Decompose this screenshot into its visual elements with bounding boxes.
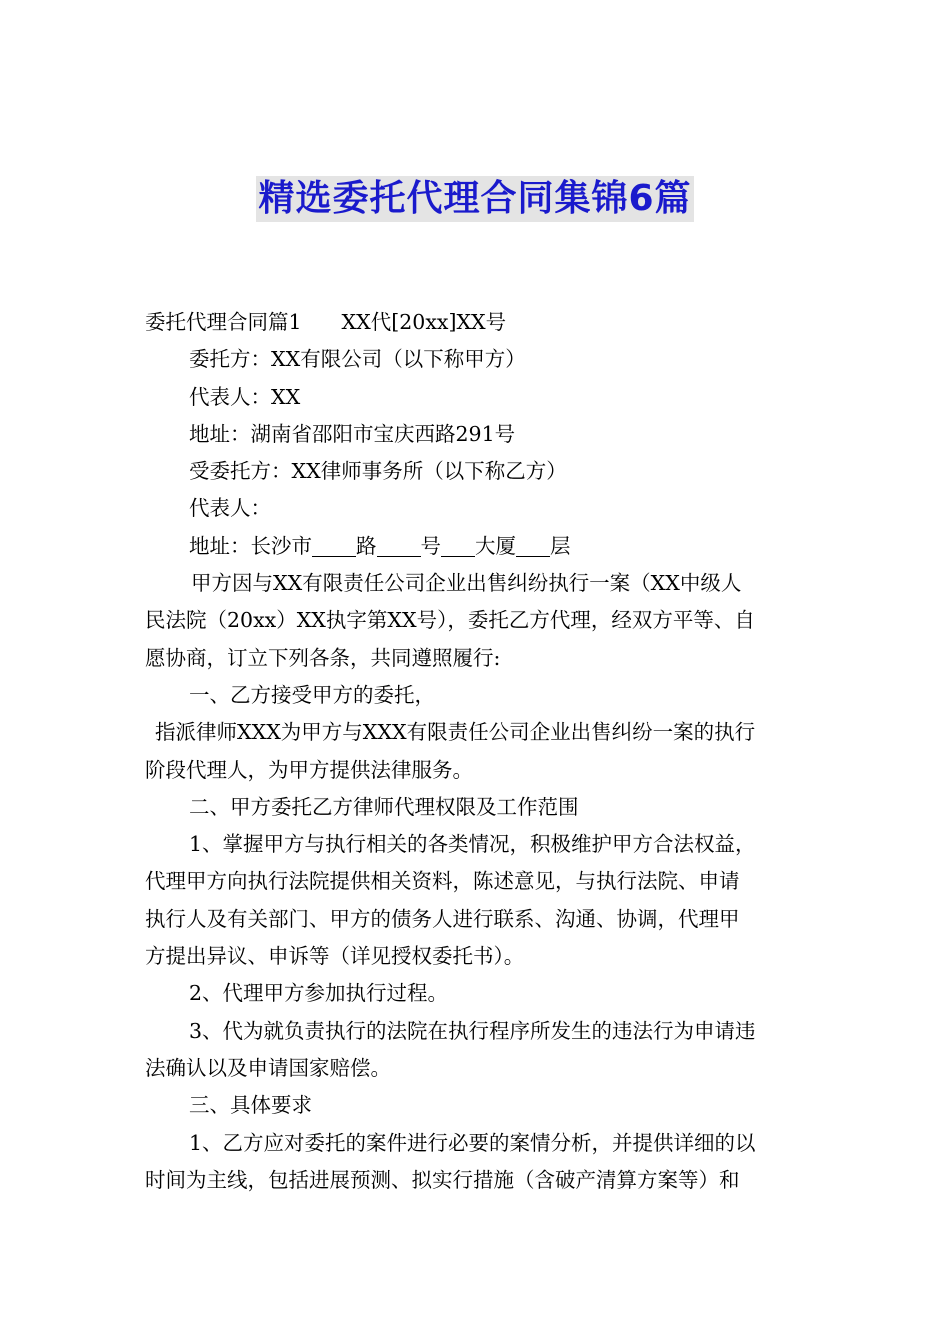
section1-line-2: 阶段代理人，为甲方提供法律服务。 — [145, 757, 473, 782]
building-label: 大厦 — [475, 533, 516, 558]
contract-heading: 委托代理合同篇1 — [145, 310, 302, 334]
section2-item1-line-4: 方提出异议、申诉等（详见授权委托书）。 — [145, 944, 525, 969]
title-container — [0, 176, 950, 222]
section2-item2: 2、代理甲方参加执行过程。 — [189, 981, 449, 1006]
contract-number: XX代[20xx]XX号 — [341, 310, 507, 334]
road-label: 路 — [356, 533, 377, 558]
document-body — [145, 304, 809, 1199]
principal-line: 委托方：XX有限公司（以下称甲方） — [189, 347, 526, 372]
document-title: 精选委托代理合同集锦6篇 — [256, 176, 693, 222]
section3-item1-line-1: 1、乙方应对委托的案件进行必要的案情分析，并提供详细的以 — [189, 1130, 756, 1155]
section3-item1-line-2: 时间为主线，包括进展预测、拟实行措施（含破产清算方案等）和 — [145, 1167, 740, 1192]
floor-blank — [516, 534, 550, 557]
agent-rep-line: 代表人： — [189, 496, 271, 521]
section2-item1-line-2: 代理甲方向执行法院提供相关资料，陈述意见，与执行法院、申请 — [145, 869, 740, 894]
intro-line-1: 甲方因与XX有限责任公司企业出售纠纷执行一案（XX中级人 — [191, 571, 742, 596]
section1-line-1: 指派律师XXX为甲方与XXX有限责任公司企业出售纠纷一案的执行 — [155, 720, 756, 745]
road-blank — [312, 534, 356, 557]
principal-rep-line: 代表人：XX — [189, 384, 301, 409]
agent-address-line — [145, 528, 809, 565]
section2-item1-line-3: 执行人及有关部门、甲方的债务人进行联系、沟通、协调，代理甲 — [145, 906, 740, 931]
intro-line-3: 愿协商，订立下列各条，共同遵照履行: — [145, 645, 501, 670]
principal-address-line: 地址：湖南省邵阳市宝庆西路291号 — [189, 421, 516, 446]
building-blank — [441, 534, 475, 557]
section2-item3-line-1: 3、代为就负责执行的法院在执行程序所发生的违法行为申请违 — [189, 1018, 756, 1043]
number-label: 号 — [420, 533, 441, 558]
agent-line: 受委托方：XX律师事务所（以下称乙方） — [189, 459, 567, 484]
section2-heading: 二、甲方委托乙方律师代理权限及工作范围 — [189, 794, 579, 819]
floor-label: 层 — [550, 533, 571, 558]
contract-header — [145, 304, 809, 341]
section3-heading: 三、具体要求 — [189, 1093, 312, 1118]
section1-heading: 一、乙方接受甲方的委托， — [189, 682, 435, 707]
address-prefix: 地址：长沙市 — [189, 533, 312, 558]
number-blank — [377, 534, 421, 557]
intro-line-2: 民法院（20xx）XX执字第XX号），委托乙方代理，经双方平等、自 — [145, 608, 755, 633]
section2-item1-line-1: 1、掌握甲方与执行相关的各类情况，积极维护甲方合法权益， — [189, 832, 756, 857]
section2-item3-line-2: 法确认以及申请国家赔偿。 — [145, 1055, 391, 1080]
